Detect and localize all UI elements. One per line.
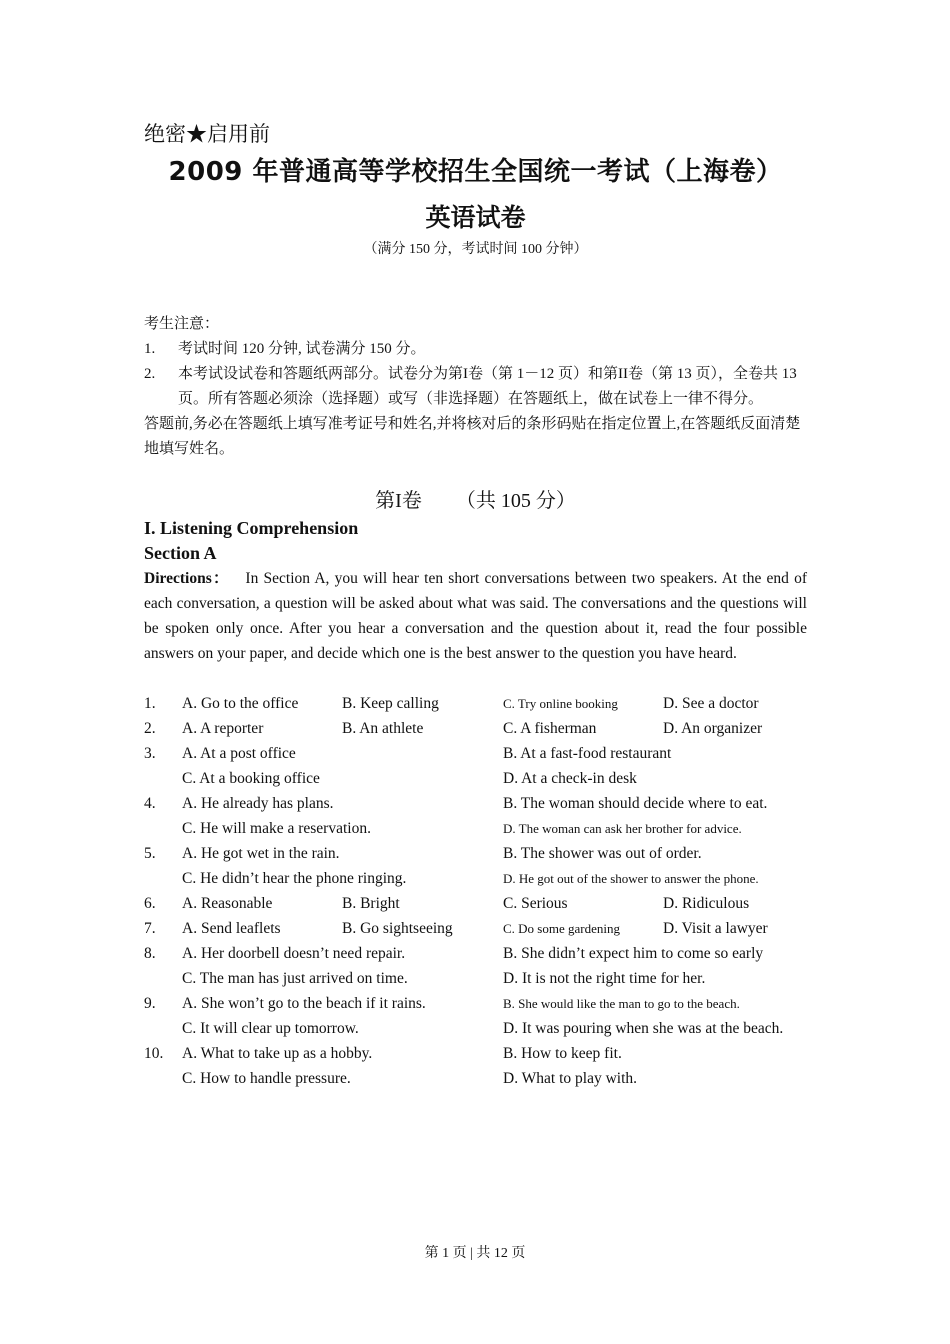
directions-text: In Section A, you will hear ten short conversations between two speakers. At the end of each conversation, a question will be asked about what was said. The conversations and the questions will be spoken only once. After you hear a conversation and the question about it, read the four possible answers on your paper, and decide which one is the best answer to the question you have heard. xyxy=(144,570,808,662)
option-a: A. Send leaflets xyxy=(182,920,281,937)
option-c: C. Serious xyxy=(503,895,568,912)
option-b: B. Go sightseeing xyxy=(342,920,453,937)
question-row-cont xyxy=(144,816,807,841)
question-row-cont xyxy=(144,1016,807,1041)
option-a: A. At a post office xyxy=(182,745,296,762)
question-number: 7. xyxy=(144,920,156,937)
question-row-cont xyxy=(144,766,807,791)
subsection-heading: Section A xyxy=(144,543,217,563)
question-row xyxy=(144,916,807,941)
notes-item-text: 考试时间 120 分钟, 试卷满分 150 分。 xyxy=(178,341,426,357)
option-a: A. Go to the office xyxy=(182,695,299,712)
question-row xyxy=(144,941,807,966)
option-d: D. An organizer xyxy=(663,720,763,737)
question-row-cont xyxy=(144,966,807,991)
notes-extra: 答题前,务必在答题纸上填写准考证号和姓名,并将核对后的条形码贴在指定位置上,在答题纸反面清楚地填写姓名。 xyxy=(144,416,801,457)
question-list xyxy=(144,691,807,1091)
option-b: B. She didn’t expect him to come so early xyxy=(503,945,764,962)
question-row xyxy=(144,991,807,1016)
exam-page xyxy=(144,118,807,1091)
option-c: C. He didn’t hear the phone ringing. xyxy=(182,870,407,887)
notes-item xyxy=(144,337,807,362)
question-row-cont xyxy=(144,866,807,891)
option-d: D. Ridiculous xyxy=(663,895,750,912)
question-row xyxy=(144,841,807,866)
question-number: 4. xyxy=(144,795,156,812)
option-a: A. He got wet in the rain. xyxy=(182,845,340,862)
option-c: C. The man has just arrived on time. xyxy=(182,970,408,987)
question-number: 8. xyxy=(144,945,156,962)
question-number: 9. xyxy=(144,995,156,1012)
option-d: D. It was pouring when she was at the beach. xyxy=(503,1020,784,1037)
option-c: C. He will make a reservation. xyxy=(182,820,371,837)
option-b: B. An athlete xyxy=(342,720,424,737)
option-a: A. She won’t go to the beach if it rains. xyxy=(182,995,426,1012)
option-b: B. The woman should decide where to eat. xyxy=(503,795,768,812)
option-c: C. At a booking office xyxy=(182,770,320,787)
option-d: D. See a doctor xyxy=(663,695,759,712)
option-a: A. What to take up as a hobby. xyxy=(182,1045,373,1062)
option-d: D. What to play with. xyxy=(503,1070,638,1087)
question-number: 2. xyxy=(144,720,156,737)
notes-item-text: 本考试设试卷和答题纸两部分。试卷分为第I卷（第 1－12 页）和第II卷（第 13 页），全卷共 13 页。所有答题必须涂（选择题）或写（非选择题）在答题纸上，做在试卷上一律不得分。 xyxy=(178,366,797,407)
option-d: D. Visit a lawyer xyxy=(663,920,768,937)
option-b: B. She would like the man to go to the beach. xyxy=(503,996,740,1011)
option-b: B. Keep calling xyxy=(342,695,439,712)
part-title-label: 第I卷 xyxy=(375,490,422,512)
question-row-cont xyxy=(144,1066,807,1091)
option-d: D. It is not the right time for her. xyxy=(503,970,706,987)
directions-label: Directions： xyxy=(144,570,230,587)
question-number: 1. xyxy=(144,695,156,712)
option-b: B. How to keep fit. xyxy=(503,1045,622,1062)
question-row xyxy=(144,891,807,916)
question-row xyxy=(144,716,807,741)
question-row xyxy=(144,1041,807,1066)
option-a: A. He already has plans. xyxy=(182,795,334,812)
option-c: C. How to handle pressure. xyxy=(182,1070,351,1087)
option-b: B. At a fast-food restaurant xyxy=(503,745,672,762)
option-d: D. At a check-in desk xyxy=(503,770,637,787)
option-b: B. Bright xyxy=(342,895,400,912)
notes-list xyxy=(144,337,807,412)
option-c: C. A fisherman xyxy=(503,720,597,737)
notes-item-number: 2. xyxy=(144,366,156,382)
option-c: C. Try online booking xyxy=(503,696,618,711)
option-c: C. Do some gardening xyxy=(503,921,620,936)
question-number: 10. xyxy=(144,1045,164,1062)
question-row xyxy=(144,691,807,716)
option-d: D. He got out of the shower to answer the phone. xyxy=(503,871,759,886)
exam-title: 2009 年普通高等学校招生全国统一考试（上海卷） xyxy=(168,157,783,187)
option-d: D. The woman can ask her brother for advice. xyxy=(503,821,742,836)
option-a: A. A reporter xyxy=(182,720,264,737)
directions xyxy=(144,566,807,666)
score-note: （满分 150 分，考试时间 100 分钟） xyxy=(363,242,588,257)
option-c: C. It will clear up tomorrow. xyxy=(182,1020,359,1037)
notes-item-number: 1. xyxy=(144,341,156,357)
part-title xyxy=(144,486,807,516)
candidate-notes xyxy=(144,312,807,462)
page-footer: 第 1 页 | 共 12 页 xyxy=(424,1246,526,1261)
question-row xyxy=(144,741,807,766)
question-number: 3. xyxy=(144,745,156,762)
option-a: A. Her doorbell doesn’t need repair. xyxy=(182,945,406,962)
secret-label: 绝密★启用前 xyxy=(144,122,270,146)
notes-heading: 考生注意： xyxy=(144,316,220,332)
question-number: 5. xyxy=(144,845,156,862)
exam-subtitle: 英语试卷 xyxy=(425,203,526,232)
part-points: （共 105 分） xyxy=(455,490,576,512)
option-a: A. Reasonable xyxy=(182,895,273,912)
question-row xyxy=(144,791,807,816)
question-number: 6. xyxy=(144,895,156,912)
option-b: B. The shower was out of order. xyxy=(503,845,702,862)
notes-item xyxy=(144,362,807,412)
section-heading: I. Listening Comprehension xyxy=(144,518,359,538)
